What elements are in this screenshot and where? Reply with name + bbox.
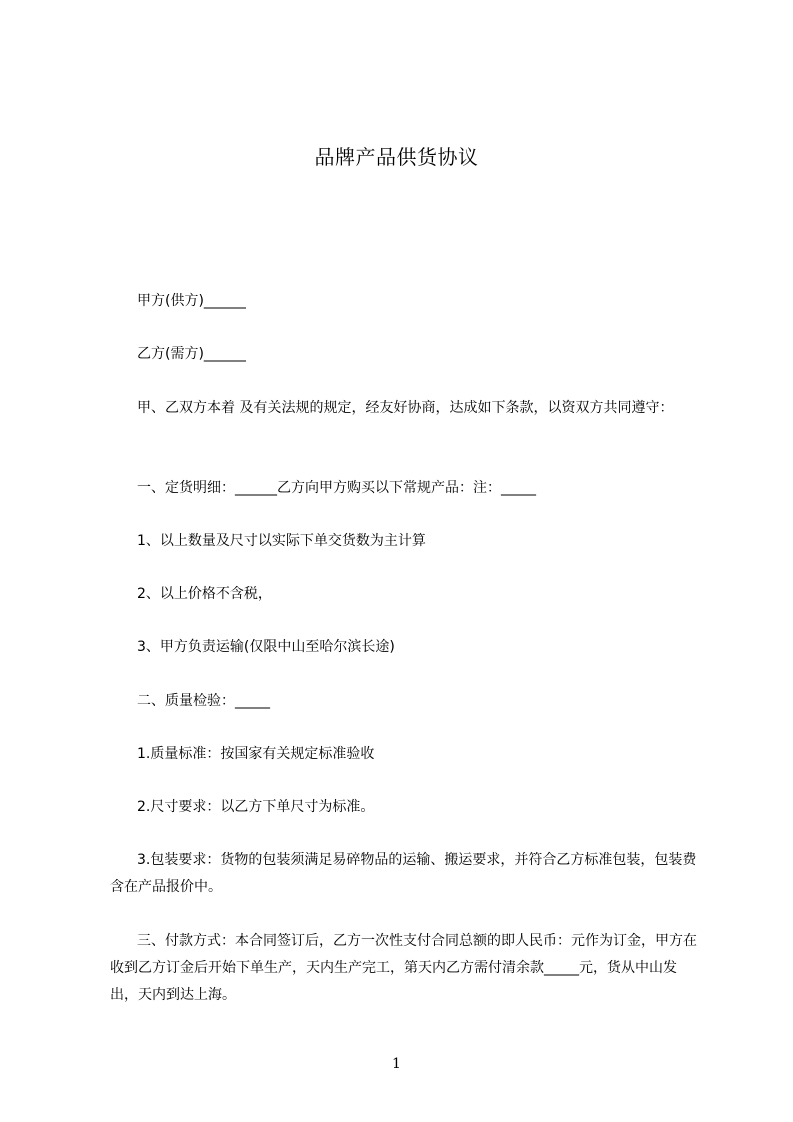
page-number: 1 bbox=[392, 1056, 401, 1072]
party-a-line: 甲方(供方)______ bbox=[137, 293, 246, 309]
section-order-details: 一、定货明细：______乙方向甲方购买以下常规产品：注：_____ bbox=[137, 480, 536, 496]
intro-paragraph: 甲、乙双方本着 及有关法规的规定，经友好协商，达成如下条款，以资双方共同遵守： bbox=[137, 400, 674, 416]
quality-item-2: 2.尺寸要求：以乙方下单尺寸为标准。 bbox=[137, 799, 375, 815]
party-b-line: 乙方(需方)______ bbox=[137, 346, 246, 362]
order-item-1: 1、以上数量及尺寸以实际下单交货数为主计算 bbox=[137, 533, 426, 549]
order-item-3: 3、甲方负责运输(仅限中山至哈尔滨长途) bbox=[137, 639, 395, 655]
quality-item-3: 3.包装要求：货物的包装须满足易碎物品的运输、搬运要求，并符合乙方标准包装，包装费含在产品报价中。 bbox=[110, 852, 697, 895]
document-title: 品牌产品供货协议 bbox=[314, 145, 479, 169]
section-payment-method: 三、付款方式：本合同签订后，乙方一次性支付合同总额的即人民币：元作为订金，甲方在收到乙方订金后开始下单生产，天内生产完工，第天内乙方需付清余款_____元，货从中山发出，天内到达上海。 bbox=[110, 933, 697, 1003]
section-quality-inspection: 二、质量检验：_____ bbox=[137, 693, 270, 709]
quality-item-1: 1.质量标准：按国家有关规定标准验收 bbox=[137, 746, 375, 762]
order-item-2: 2、以上价格不含税， bbox=[137, 586, 272, 602]
